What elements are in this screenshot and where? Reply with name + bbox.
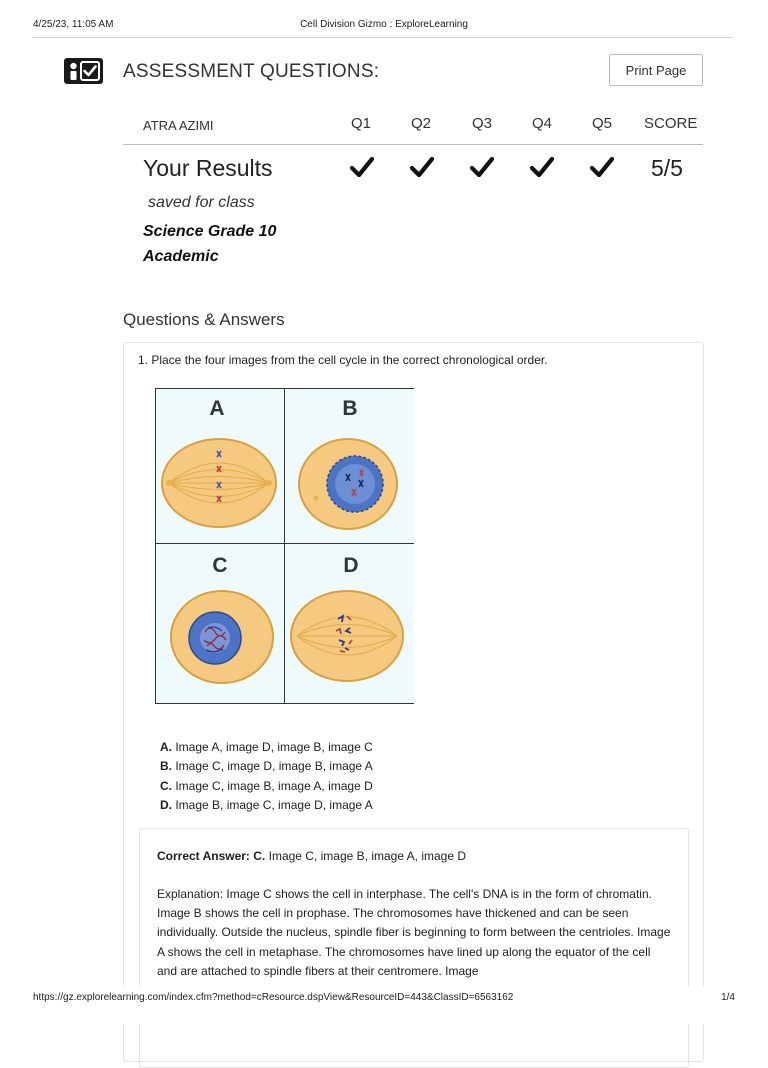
correct-answer (157, 849, 466, 863)
column-q1: Q1 (351, 115, 372, 132)
total-score: 5/5 (651, 155, 683, 181)
image-label-d: D (343, 554, 359, 577)
print-page-button[interactable]: Print Page (609, 54, 703, 86)
option-b: B. Image C, image D, image B, image A (160, 759, 373, 774)
correct-answer-letter: C. (253, 849, 266, 863)
header-divider (33, 37, 733, 38)
assessment-checklist-icon (64, 58, 103, 84)
saved-for-class-label: saved for class (148, 194, 255, 211)
question-text: 1. Place the four images from the cell cycle in the correct chronological order. (138, 353, 548, 367)
option-d: D. Image B, image C, image D, image A (160, 797, 373, 812)
correct-answer-text: Image C, image B, image A, image D (268, 849, 467, 863)
cell-image-c (171, 591, 273, 683)
student-name: ATRA AZIMI (143, 118, 214, 133)
q5-check-icon (589, 154, 615, 180)
results-row-label: Your Results (143, 155, 273, 181)
q4-check-icon (529, 154, 555, 180)
image-label-b: B (342, 397, 358, 420)
correct-answer-label: Correct Answer: (157, 849, 250, 863)
option-c: C. Image C, image B, image A, image D (160, 778, 373, 793)
column-q2: Q2 (411, 115, 432, 132)
cell-image-a (162, 439, 276, 527)
page-title: ASSESSMENT QUESTIONS: (123, 61, 380, 82)
page-number: 1/4 (721, 992, 735, 1003)
column-q3: Q3 (472, 115, 493, 132)
cell-image-d (291, 591, 403, 681)
q2-check-icon (409, 154, 435, 180)
column-q5: Q5 (592, 115, 613, 132)
class-name: Science Grade 10 Academic (143, 223, 277, 265)
questions-answers-heading: Questions & Answers (123, 310, 285, 329)
print-title: Cell Division Gizmo : ExploreLearning (300, 19, 468, 30)
column-score: SCORE (644, 115, 698, 132)
column-q4: Q4 (532, 115, 553, 132)
q1-check-icon (349, 154, 375, 180)
answer-options (160, 738, 373, 815)
cell-cycle-diagram (155, 388, 414, 704)
print-header (0, 0, 768, 38)
print-footer (0, 986, 768, 1024)
explanation-text: Explanation: Image C shows the cell in interphase. The cell's DNA is in the form of chromatin. Image B shows the cell in prophase. The chromosomes have thickened and can be seen individually. Outside the nucleus, spindle fiber is beginning to form between the centrioles. Image A shows the cell in metaphase. The chromosomes have lined up along the equator of the cell and are attached to spindle fibers at their centromere. Image (157, 887, 671, 978)
option-a: A. Image A, image D, image B, image C (160, 740, 373, 754)
image-label-a: A (209, 397, 225, 420)
image-label-c: C (212, 554, 228, 577)
cell-image-b (299, 439, 397, 529)
q3-check-icon (469, 154, 495, 180)
print-datetime: 4/25/23, 11:05 AM (33, 19, 114, 30)
results-table-header (123, 112, 703, 145)
page-url: https://gz.explorelearning.com/index.cfm?method=cResource.dspView&ResourceID=443&ClassID=6563162 (33, 992, 514, 1003)
